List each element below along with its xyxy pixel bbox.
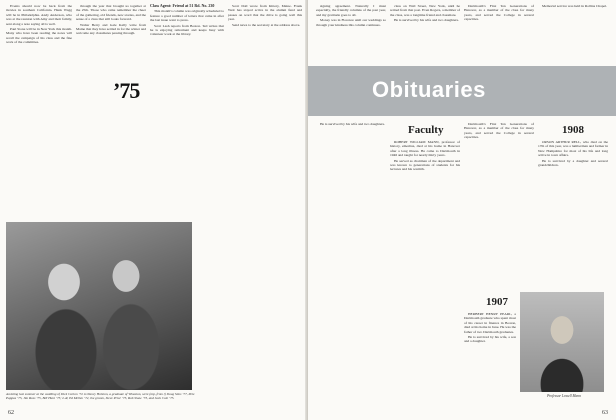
paragraph: ROBERT WILLIAM MANN, professor of history, emeritus, died at his home in Hanover after a long illness. He came to Dartmouth in 1946 and taught for nearly thirty years. <box>390 140 460 158</box>
paragraph: Scott Dall wrote from Kittery, Maine. Frank Weir has stayed active in the alumni fund and passes on word that the drive is going well this year. <box>228 4 302 22</box>
paragraph: Dartmouth’s First Ten Generations of Hanover, as a member of the class for many years, and served the College in several capacities. <box>464 122 534 140</box>
class-year-number: ’75 <box>113 78 140 103</box>
year-1907-heading: 1907 <box>486 296 508 308</box>
right-page <box>308 0 616 420</box>
class-notes-column-2 <box>76 4 146 74</box>
faculty-obituary <box>390 140 460 408</box>
class-agent-heading: Class Agent: Friend at 51 Rd. No. 230 <box>150 4 215 8</box>
notes-column-4 <box>538 4 608 64</box>
paragraph: He served as chairman of the department and was known to generations of students for his lectures and his warmth. <box>390 158 460 172</box>
paragraph: Walter Berry and Gale Kelly write from Maine that they have settled in for the winter and welcome any classmates passing through. <box>76 22 146 36</box>
paragraph: Events should now be back from the movies in southern California. Hank Wagg will be in Philadelphia. Andy Anderson, who was at the reunion with Amy and their family, sent along a note saying all is well. <box>6 4 72 26</box>
page-number: 62 <box>8 410 14 416</box>
obituary-column-left <box>316 122 386 408</box>
year-1908-heading: 1908 <box>562 124 584 136</box>
professor-portrait-photo <box>520 292 604 392</box>
obituary-column-mid <box>464 122 534 292</box>
obituary-1907 <box>464 312 516 408</box>
paragraph: Scott Lash reports from Boston. Ted writes that he is enjoying retirement and keeps busy with volunteer work at the library. <box>150 23 224 37</box>
paragraph: ORSON ARTHUR RELL, who died on the 17th of this year, was a lumberman and farmer in New Hampshire for most of his life and long active in town affairs. <box>538 140 608 158</box>
class-notes-column-3 <box>150 4 224 218</box>
portrait-caption: Professor Lowell Mann <box>547 394 581 398</box>
paragraph: Memorial service was held in Rollins Chapel. <box>542 4 607 8</box>
class-notes-column-1 <box>6 4 72 218</box>
obituary-1908 <box>538 140 608 288</box>
notes-column-2 <box>390 4 460 64</box>
paragraph: Send news to the secretary at the address above. <box>232 22 301 27</box>
paragraph: Dartmouth’s First Ten Generations of Hanover, as a member of the class for many years, and served the College in several capacities. <box>464 4 534 22</box>
faculty-heading: Faculty <box>408 124 444 136</box>
paragraph: through the year that brought us together at the 25th. Those who came remember the cheer of the gathering, old friends, new stories, and the sense of a class that still looks forward. <box>76 4 146 22</box>
paragraph: class on Wall Street, New York, until he retired from that post. Even Rogers, a member of the class, was a longtime friend and classmate. <box>390 4 460 17</box>
paragraph: Paul Stone will be in New York this month. Many who have been reading the notes will recall the campaign of his class and the fine work of the committee. <box>6 27 72 45</box>
photo-caption: Assisting last summer at the wedding of Dick Carton ’72 to Nancy Holston, a graduate of Wheaton, were (top, from l) Doug Sims ’77, Pete Pappas ’75, Jim Ross ’75, Bill Hunt ’75; L-R, Ed Mellen ’72, the groom, Steve Prior ’75, Rob Shaw ’73, and Jack Cole ’75. <box>6 392 195 400</box>
notes-column-1 <box>316 4 386 64</box>
notes-column-3 <box>464 4 534 64</box>
paragraph: HERBERT HENRY PEARL, a Dartmouth graduate who spent most of his career in finance in Boston, died at his home in June. He was the father of two Dartmouth graduates. <box>464 312 516 334</box>
paragraph: He is survived by his wife and two daughters. <box>320 122 385 126</box>
class-notes-column-4 <box>228 4 302 408</box>
paragraph: He is survived by his wife, a son and a daughter. <box>464 335 516 344</box>
paragraph: This month’s column was originally scheduled to feature a good number of letters that came in after the last issue went to press. <box>150 9 224 23</box>
paragraph: He is survived by his wife and two daughters. <box>394 18 459 23</box>
paragraph: signing agreement. Naturally I must especially, the friendly columns of the past year, and my gratitude goes to all. <box>316 4 386 17</box>
paragraph: He is survived by a daughter and several grandchildren. <box>538 158 608 168</box>
obituaries-title: Obituaries <box>372 77 486 102</box>
wedding-group-photo <box>6 222 192 390</box>
page-number: 63 <box>602 410 608 416</box>
paragraph: Money was in Florence until our weddings so through your kindness this column continues. <box>316 18 386 27</box>
